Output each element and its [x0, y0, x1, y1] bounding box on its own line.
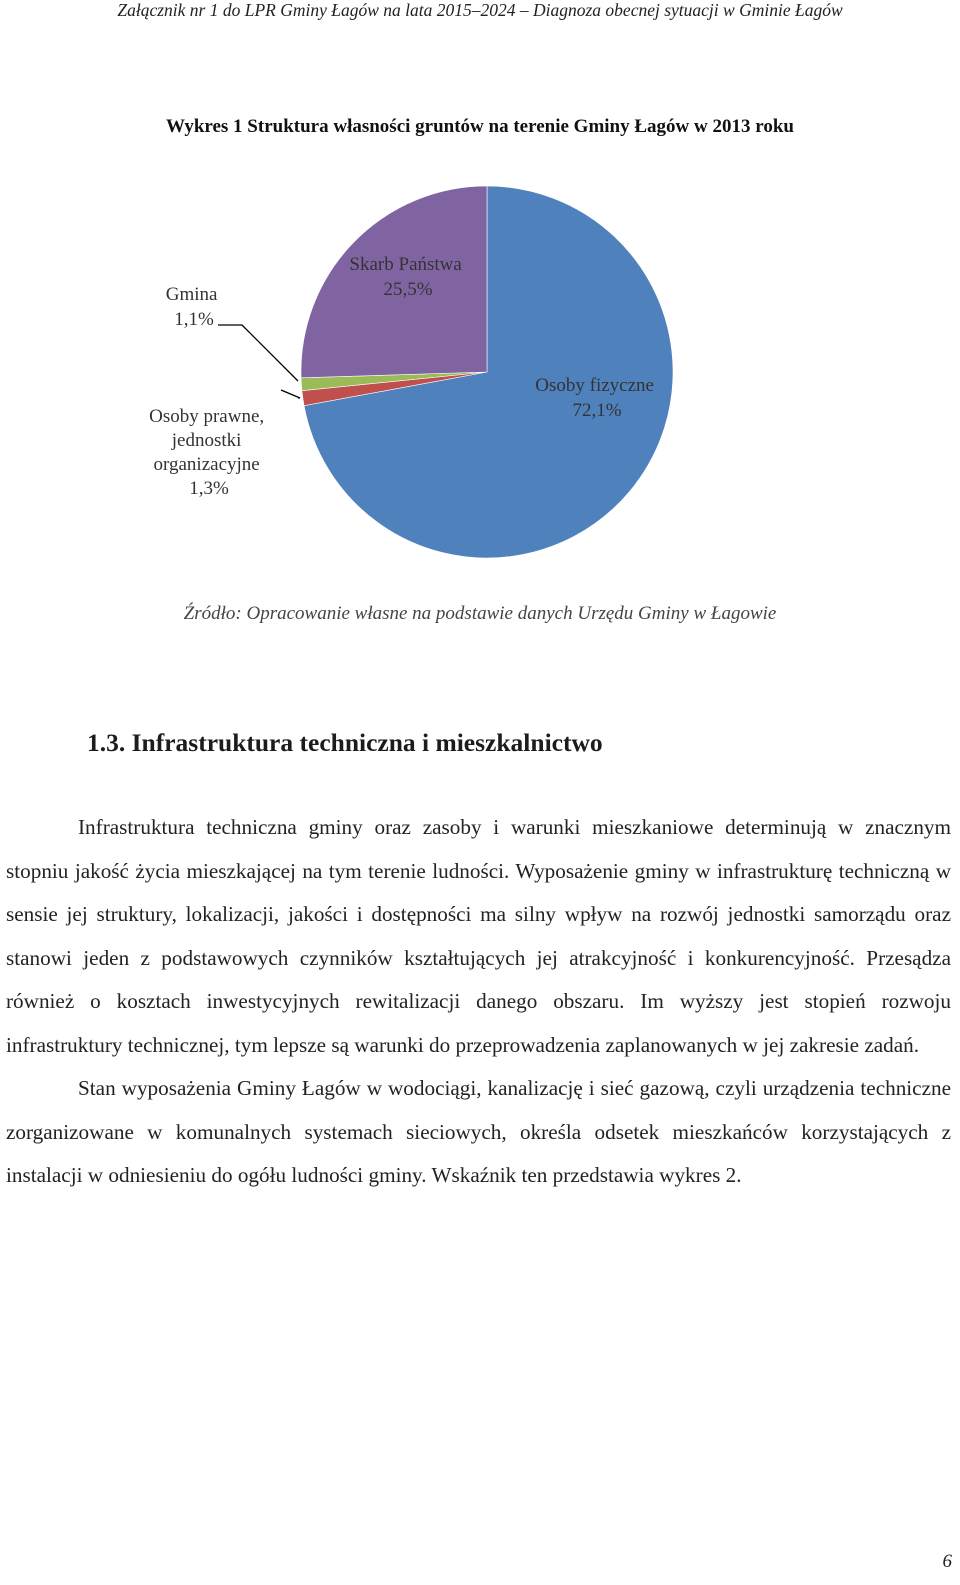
leader-line-osoby-prawne	[281, 390, 300, 398]
paragraph-2: Stan wyposażenia Gminy Łagów w wodociągi, kanalizację i sieć gazową, czyli urządzenia techniczne zorganizowane w komunalnych systemach sieciowych, określa odsetek mieszkańców korzystających z instalacji w odniesieniu do ogółu ludności gminy. Wskaźnik ten przedstawia wykres 2.	[6, 1076, 951, 1187]
pie-chart	[0, 0, 960, 600]
figure-title: Wykres 1 Struktura własności gruntów na terenie Gminy Łagów w 2013 roku	[166, 116, 794, 137]
figure-source: Źródło: Opracowanie własne na podstawie danych Urzędu Gminy w Łagowie	[183, 603, 777, 624]
page-number: 6	[942, 1551, 952, 1572]
body-text	[6, 806, 951, 1198]
slice-label-osoby-fizyczne: Osoby fizyczne 72,1%	[535, 375, 654, 421]
leader-line-gmina	[218, 325, 298, 381]
slice-label-skarb-panstwa: Skarb Państwa 25,5%	[349, 254, 462, 300]
page-header: Załącznik nr 1 do LPR Gminy Łagów na lata 2015–2024 – Diagnoza obecnej sytuacji w Gminie Łagów	[117, 0, 843, 20]
pie-slices	[301, 186, 673, 558]
section-heading: 1.3. Infrastruktura techniczna i mieszkalnictwo	[87, 728, 603, 757]
slice-label-osoby-prawne: Osoby prawne, jednostki organizacyjne 1,3%	[149, 406, 265, 499]
paragraph-1: Infrastruktura techniczna gminy oraz zasoby i warunki mieszkaniowe determinują w znacznym stopniu jakość życia mieszkającej na tym terenie ludności. Wyposażenie gminy w infrastrukturę techniczną w sensie jej struktury, lokalizacji, jakości i dostępności ma silny wpływ na rozwój jednostki samorządu oraz stanowi jeden z podstawowych czynników kształtujących jej atrakcyjność i konkurencyjność. Przesądza również o kosztach inwestycyjnych rewitalizacji danego obszaru. Im wyższy jest stopień rozwoju infrastruktury technicznej, tym lepsze są warunki do przeprowadzenia zaplanowanych w jej zakresie zadań.	[6, 815, 951, 1057]
leader-lines	[218, 325, 300, 398]
slice-label-gmina: Gmina 1,1%	[165, 284, 218, 330]
